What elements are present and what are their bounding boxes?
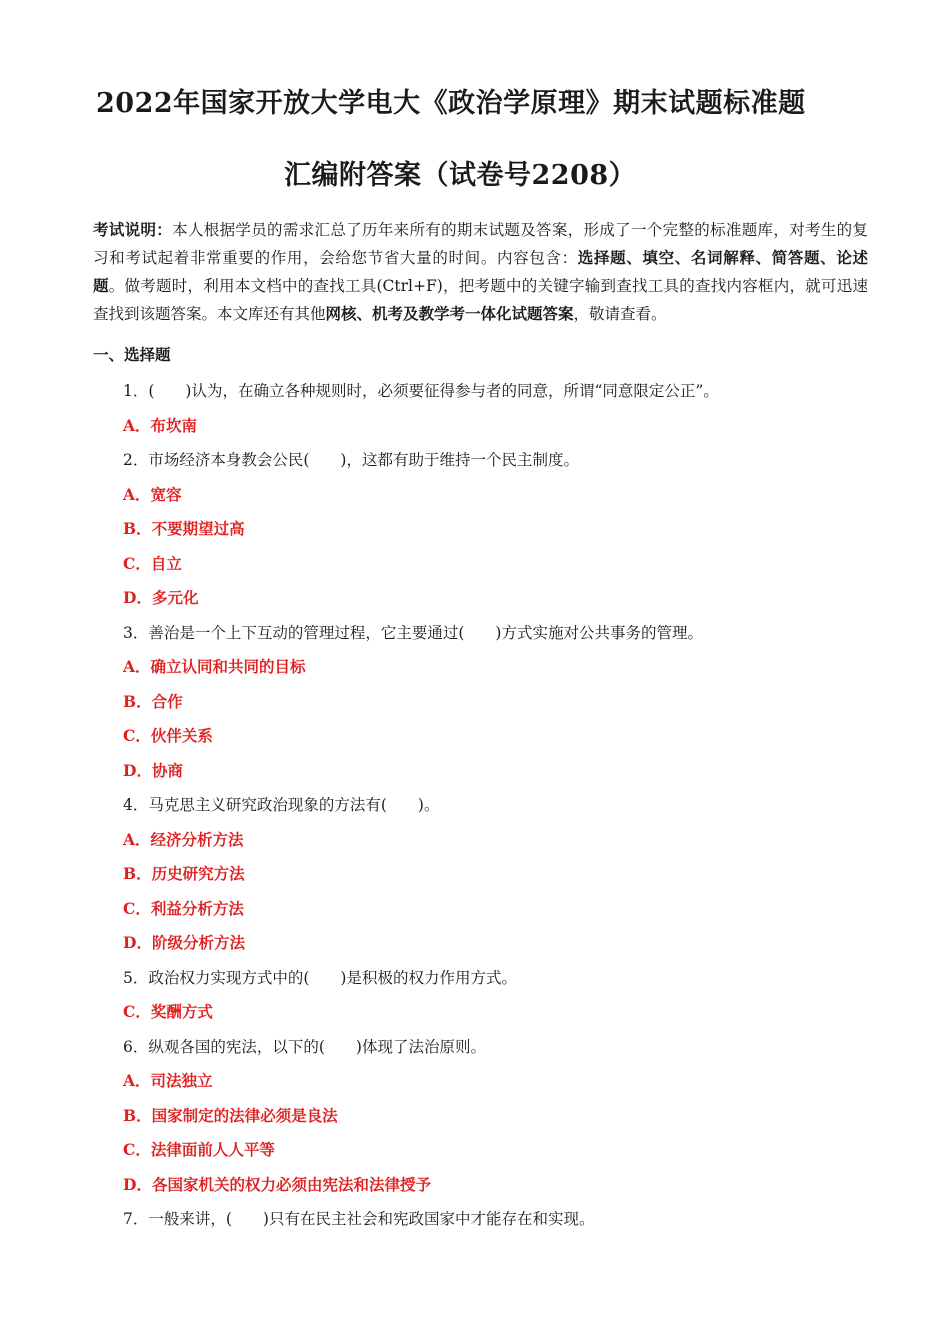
document-title-line-1: 2022年国家开放大学电大《政治学原理》期末试题标准题 xyxy=(96,88,806,119)
answer-option: C．利益分析方法 xyxy=(123,898,244,918)
question-text: 4．马克思主义研究政治现象的方法有( )。 xyxy=(123,796,440,814)
question-text: 2．市场经济本身教会公民( )，这都有助于维持一个民主制度。 xyxy=(123,451,579,469)
answer-option: A．宽容 xyxy=(123,484,182,504)
answer-option: D．协商 xyxy=(123,760,183,780)
question-text: 6．纵观各国的宪法，以下的( )体现了法治原则。 xyxy=(123,1037,486,1056)
answer-option: A．确立认同和共同的目标 xyxy=(123,657,306,676)
question-list xyxy=(123,374,883,1237)
answer-option: C．伙伴关系 xyxy=(123,726,213,745)
answer-option: A．布坎南 xyxy=(123,415,198,435)
answer-option: B．不要期望过高 xyxy=(123,519,245,538)
section-heading-multiple-choice: 一、选择题 xyxy=(93,345,171,364)
instructions-bold-other-answers: 网核、机考及教学考一体化试题答案 xyxy=(325,304,574,323)
answer-option: D．各国家机关的权力必须由宪法和法律授予 xyxy=(123,1174,431,1194)
instructions-label: 考试说明： xyxy=(93,220,173,239)
answer-option: D．阶级分析方法 xyxy=(123,933,245,952)
question-text: 3．善治是一个上下互动的管理过程，它主要通过( )方式实施对公共事务的管理。 xyxy=(123,623,703,642)
answer-option: B．国家制定的法律必须是良法 xyxy=(123,1105,338,1125)
instructions-text-1: 本人根据学员的需求汇总了历年来所有的期末试题及答案，形成了一个完整的标准题库，对考生的复习和考试起着非常重要的作用，会给您节省大量的时间。内容包含： xyxy=(93,221,868,267)
document-title-line-2: 汇编附答案（试卷号2208） xyxy=(284,160,637,191)
answer-option: B．历史研究方法 xyxy=(123,864,245,883)
answer-option: C．自立 xyxy=(123,553,182,573)
exam-instructions xyxy=(93,216,868,328)
question-text: 5．政治权力实现方式中的( )是积极的权力作用方式。 xyxy=(123,968,517,987)
answer-option: A．经济分析方法 xyxy=(123,829,244,849)
answer-option: C．奖酬方式 xyxy=(123,1002,213,1021)
question-text: 7．一般来讲，( )只有在民主社会和宪政国家中才能存在和实现。 xyxy=(123,1210,595,1228)
answer-option: B．合作 xyxy=(123,691,183,711)
question-text: 1．( )认为，在确立各种规则时，必须要征得参与者的同意，所谓“同意限定公正”。 xyxy=(123,382,719,400)
answer-option: A．司法独立 xyxy=(123,1071,213,1090)
answer-option: D．多元化 xyxy=(123,588,199,607)
answer-option: C．法律面前人人平等 xyxy=(123,1140,275,1159)
instructions-text-2: 。做考题时，利用本文档中的查找工具(Ctrl+F)，把考题中的关键字输到查找工具的查找内容框内，就可迅速查找到该题答案。本文库还有其他 xyxy=(93,277,868,323)
instructions-bold-question-types: 选择题、填空、名词解释、简答题、论述题 xyxy=(93,248,868,295)
instructions-text-3: ，敬请查看。 xyxy=(573,305,667,323)
